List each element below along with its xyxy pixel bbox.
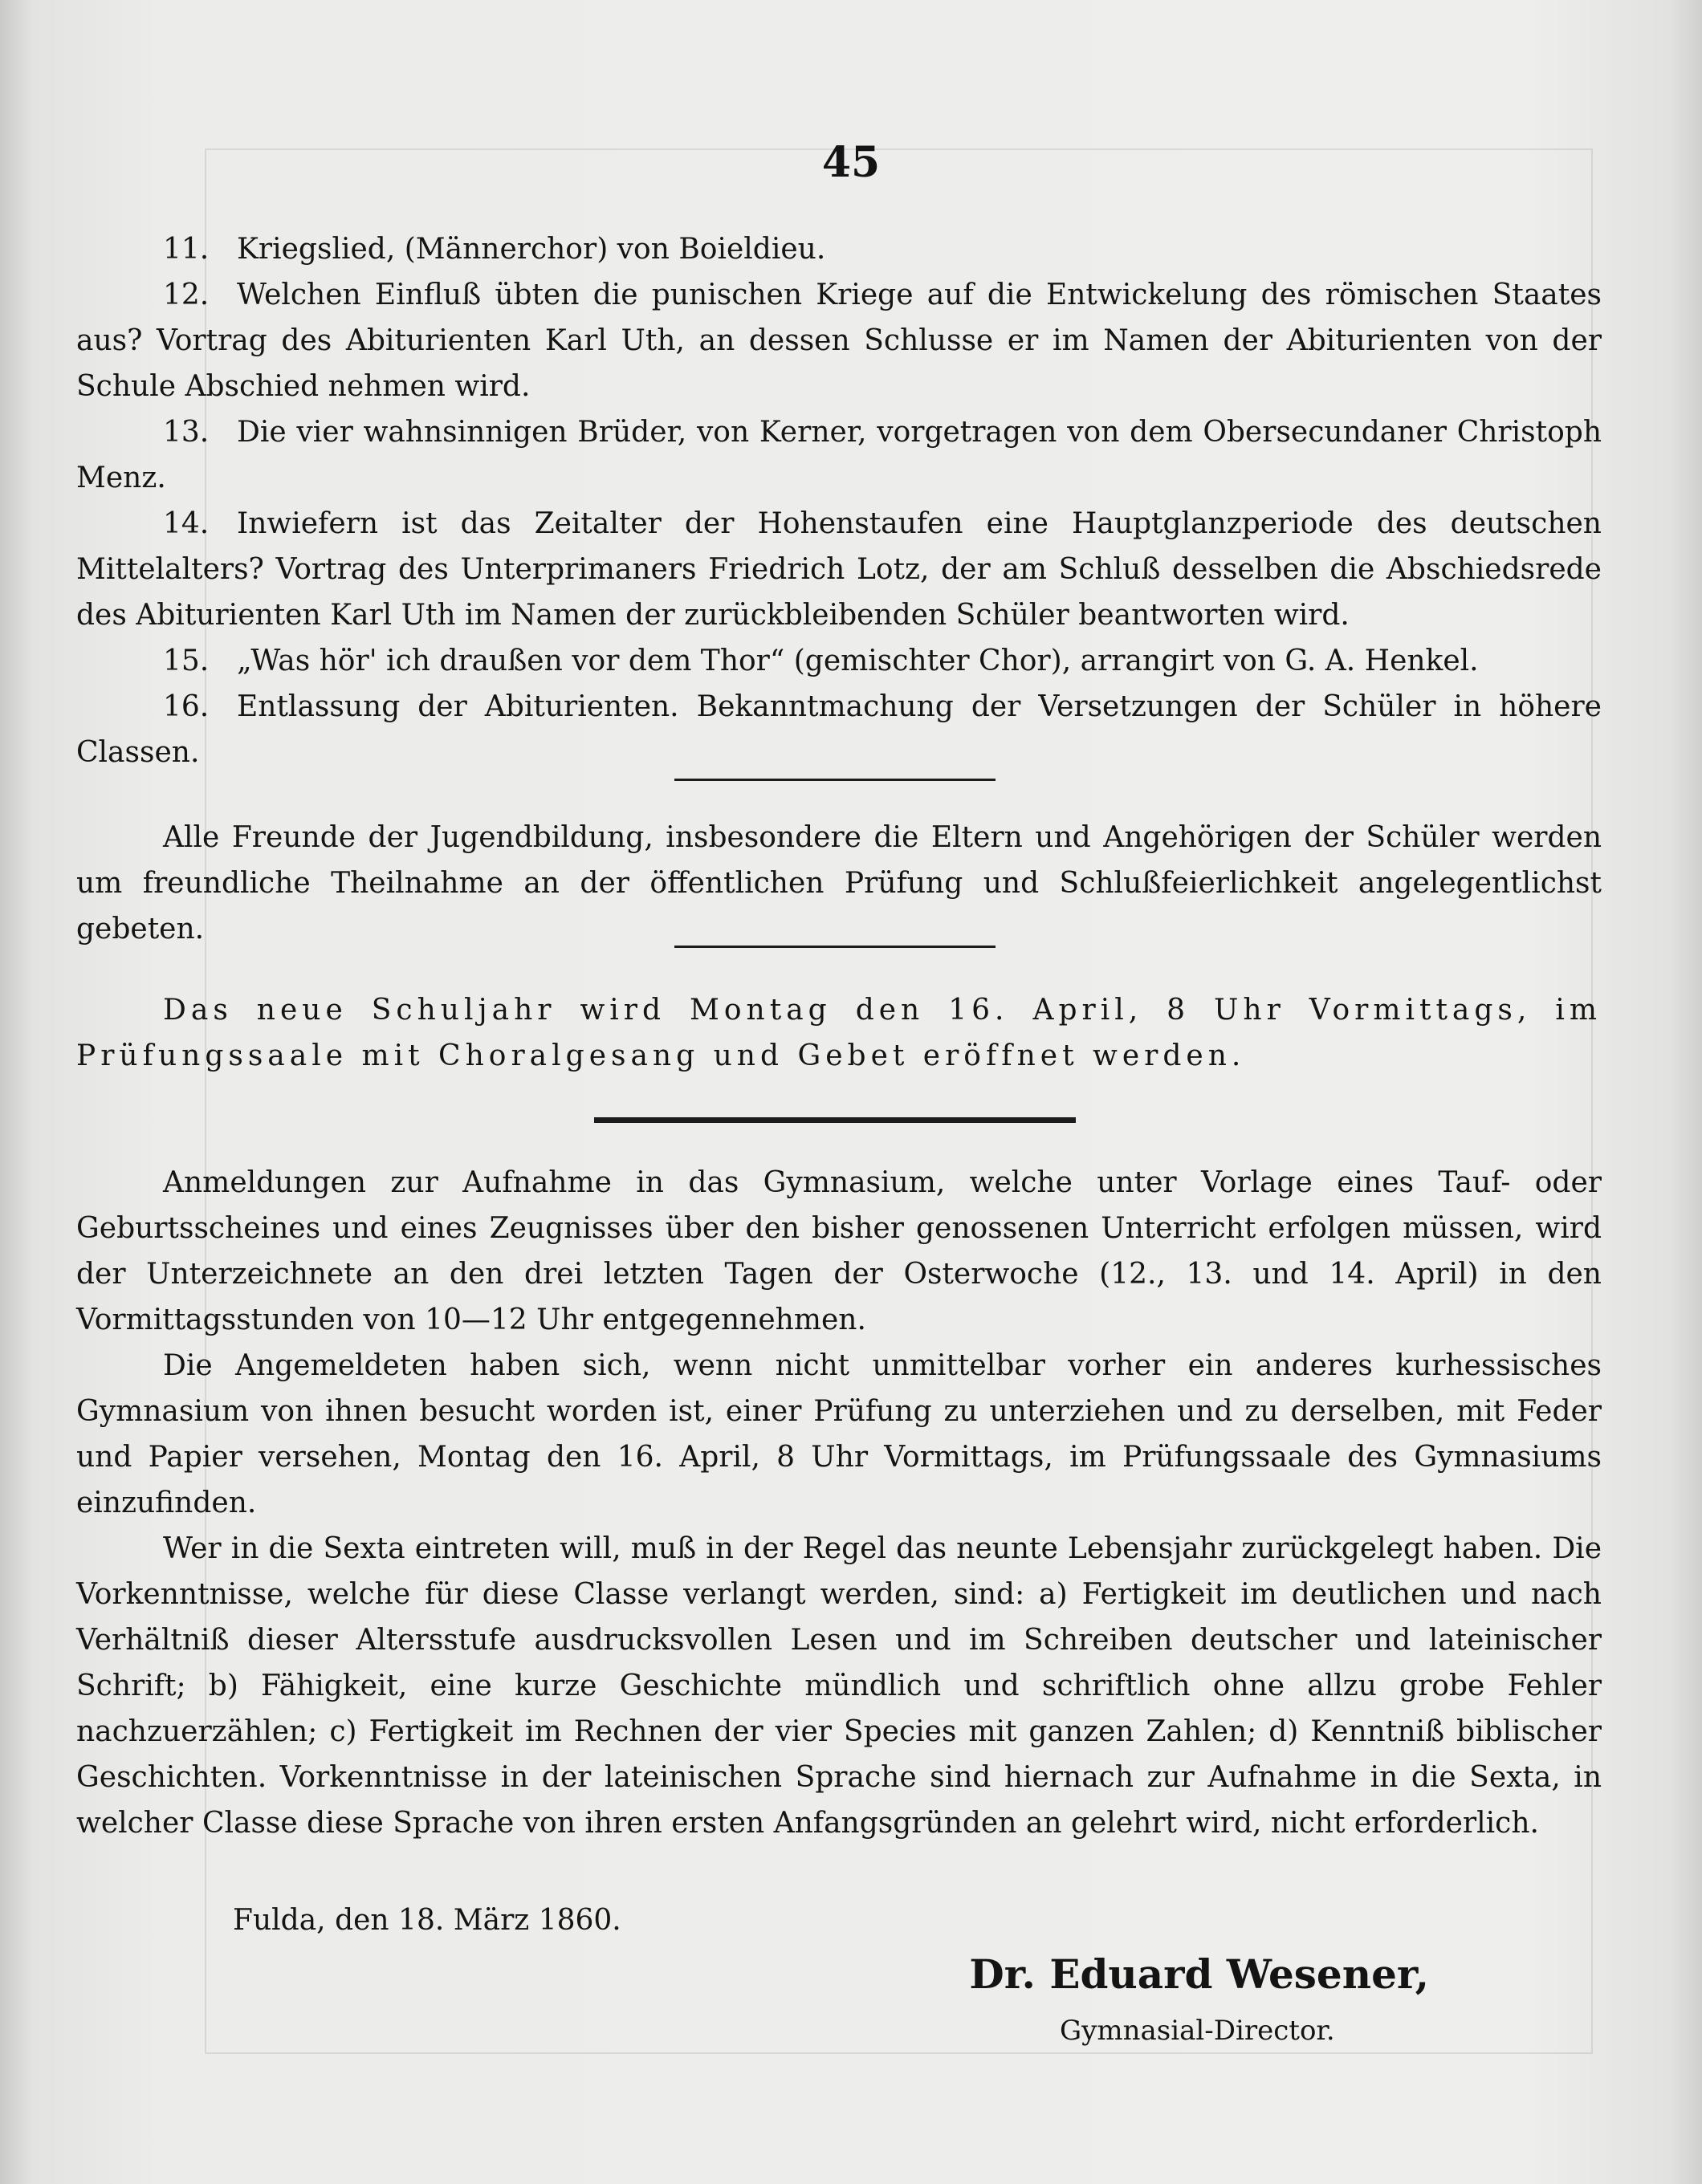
invitation-paragraph <box>76 815 1602 952</box>
item-text: Die vier wahnsinnigen Brüder, von Kerner, vorgetragen von dem Obersecundaner Christoph Menz. <box>76 416 1602 494</box>
program-item-16 <box>76 684 1602 775</box>
signature-title: Gymnasial-Director. <box>1060 2015 1335 2047</box>
registration-paragraph-3: Wer in die Sexta eintreten will, muß in der Regel das neunte Lebensjahr zurückgelegt haben. Die Vorkenntnisse, welche für diese Classe verlangt werden, sind: a) Fertigkeit im deutlichen und nach Verhältniß dieser Altersstufe ausdrucksvollen Lesen und im Schreiben deutscher und lateinischer Schrift; b) Fähigkeit, eine kurze Geschichte mündlich und schriftlich ohne allzu grobe Fehler nachzuerzählen; c) Fertigkeit im Rechnen der vier Species mit ganzen Zahlen; d) Kenntniß biblischer Geschichten. Vorkenntnisse in der lateinischen Sprache sind hiernach zur Aufnahme in die Sexta, in welcher Classe diese Sprache von ihren ersten Anfangsgründen an gelehrt wird, nicht erforderlich. <box>76 1532 1602 1840</box>
item-text: „Was hör' ich draußen vor dem Thor“ (gemischter Chor), arrangirt von G. A. Henkel. <box>237 645 1479 677</box>
program-item-14 <box>76 501 1602 638</box>
program-item-15 <box>76 638 1602 684</box>
new-year-text: Das neue Schuljahr wird Montag den 16. April, 8 Uhr Vormittags, im Prüfungssaale mit Choralgesang und Gebet eröffnet werden. <box>76 994 1602 1072</box>
registration-paragraph-1: Anmeldungen zur Aufnahme in das Gymnasium, welche unter Vorlage eines Tauf- oder Geburtsscheines und eines Zeugnisses über den bisher genossenen Unterricht erfolgen müssen, wird der Unterzeichnete an den drei letzten Tagen der Osterwoche (12., 13. und 14. April) in den Vormittagsstunden von 10—12 Uhr entgegennehmen. <box>76 1166 1602 1336</box>
item-text: Inwiefern ist das Zeitalter der Hohenstaufen eine Hauptglanzperiode des deutschen Mittelalters? Vortrag des Unterprimaners Friedrich Lotz, der am Schluß desselben die Abschiedsrede des Abiturienten Karl Uth im Namen der zurückbleibenden Schüler beantworten wird. <box>76 507 1602 632</box>
registration-section <box>76 1160 1602 1846</box>
divider-rule <box>674 779 996 781</box>
item-number: 15. <box>163 645 210 677</box>
registration-paragraph-2: Die Angemeldeten haben sich, wenn nicht unmittelbar vorher ein anderes kurhessisches Gymnasium von ihnen besucht worden ist, einer Prüfung zu unterziehen und zu derselben, mit Feder und Papier versehen, Montag den 16. April, 8 Uhr Vormittags, im Prüfungssaale des Gymnasiums einzufinden. <box>76 1349 1602 1519</box>
page-number: 45 <box>821 138 881 187</box>
program-list <box>76 226 1602 775</box>
program-item-12 <box>76 272 1602 409</box>
program-item-11 <box>76 226 1602 272</box>
item-number: 14. <box>163 507 210 540</box>
place-date: Fulda, den 18. März 1860. <box>233 1904 621 1937</box>
program-item-13 <box>76 409 1602 501</box>
item-text: Entlassung der Abiturienten. Bekanntmachung der Versetzungen der Schüler in höhere Classen. <box>76 690 1602 769</box>
section-divider-thick <box>594 1117 1076 1123</box>
item-text: Welchen Einfluß übten die punischen Kriege auf die Entwickelung des römischen Staates aus? Vortrag des Abiturienten Karl Uth, an dessen Schlusse er im Namen der Abiturienten von der Schule Abschied nehmen wird. <box>76 279 1602 403</box>
item-number: 13. <box>163 416 210 449</box>
item-number: 12. <box>163 279 210 311</box>
invitation-text: Alle Freunde der Jugendbildung, insbesondere die Eltern und Angehörigen der Schüler werden um freundliche Theilnahme an der öffentlichen Prüfung und Schlußfeierlichkeit angelegentlichst gebeten. <box>76 821 1602 946</box>
signature-name: Dr. Eduard Wesener, <box>969 1950 1429 1998</box>
new-year-paragraph <box>76 987 1602 1079</box>
item-number: 11. <box>163 233 210 266</box>
item-number: 16. <box>163 690 210 723</box>
item-text: Kriegslied, (Männerchor) von Boieldieu. <box>237 233 826 266</box>
divider-rule <box>674 946 996 948</box>
